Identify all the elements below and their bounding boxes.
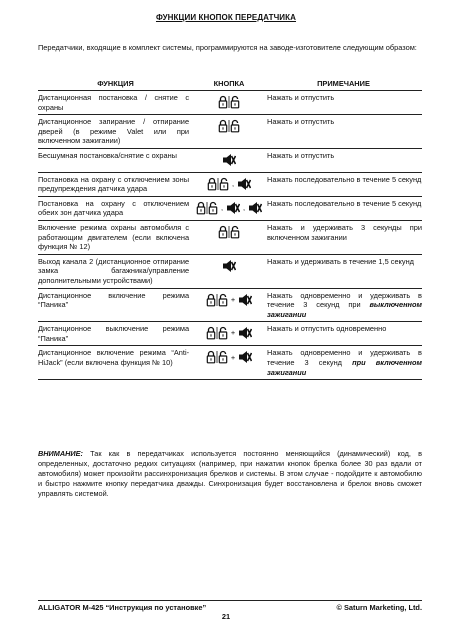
lock-unlock-button-icon <box>218 225 240 239</box>
function-cell: Выход канала 2 (дистанционное отпирание замка багажника/управление дополнительными устройствами) <box>38 254 193 288</box>
table-row <box>38 288 422 322</box>
note-cell <box>265 172 422 196</box>
intro-paragraph: Передатчики, входящие в комплект системы, программируются на заводе-изготовителе следующим образом: <box>38 43 417 52</box>
mute-button-icon <box>248 201 262 215</box>
function-cell: Дистанционное запирание / отпирание дверей (в режиме Valet или при включенном зажигании) <box>38 115 193 149</box>
function-cell: Дистанционное выключение режима “Паника” <box>38 322 193 346</box>
note-text: Нажать и удерживать 3 секунды при включенном зажигании <box>267 222 422 242</box>
button-cell <box>193 172 265 196</box>
function-cell: Дистанционное включение режима “Anti-HiJack” (если включена функция № 10) <box>38 346 193 380</box>
note-cell <box>265 115 422 149</box>
lock-unlock-button-icon <box>218 119 240 133</box>
footer-copyright: © Saturn Marketing, Ltd. <box>336 603 422 612</box>
warning-label: ВНИМАНИЕ: <box>38 449 83 458</box>
button-combination <box>206 326 252 340</box>
note-text: Нажать и отпустить <box>267 93 335 102</box>
table-body <box>38 91 422 380</box>
button-combination <box>206 293 252 307</box>
table-row <box>38 172 422 196</box>
button-combination <box>196 201 262 215</box>
lock-unlock-button-icon <box>206 326 228 340</box>
table-header-row <box>38 78 422 91</box>
note-cell <box>265 254 422 288</box>
table-row <box>38 346 422 380</box>
button-cell <box>193 91 265 115</box>
mute-button-icon <box>238 350 252 364</box>
note-cell <box>265 322 422 346</box>
warning-paragraph <box>38 449 422 499</box>
button-combination <box>207 177 251 191</box>
note-text: Нажать и отпустить <box>267 117 335 127</box>
table-row <box>38 254 422 288</box>
function-cell: Дистанционное включение режима “Паника” <box>38 288 193 322</box>
function-cell: Дистанционная постановка / снятие с охраны <box>38 91 193 115</box>
note-cell <box>265 220 422 254</box>
note-text: Нажать одновременно и удерживать в течение 3 секунд <box>267 348 422 368</box>
function-cell: Бесшумная постановка/снятие с охраны <box>38 148 193 172</box>
mute-button-icon <box>226 201 240 215</box>
button-combination <box>218 225 240 239</box>
note-text: Нажать и отпустить <box>267 150 335 160</box>
table-row <box>38 91 422 115</box>
table-row <box>38 148 422 172</box>
button-separator: + <box>230 294 236 304</box>
lock-unlock-button-icon <box>218 95 240 109</box>
mute-button-icon <box>237 177 251 191</box>
button-separator: + <box>230 352 236 362</box>
button-cell <box>193 346 265 380</box>
header-note: ПРИМЕЧАНИЕ <box>265 78 422 91</box>
table-row <box>38 196 422 220</box>
button-separator: , <box>232 178 235 188</box>
header-function: ФУНКЦИЯ <box>38 78 193 91</box>
button-cell <box>193 196 265 220</box>
lock-unlock-button-icon <box>206 350 228 364</box>
button-cell <box>193 322 265 346</box>
table-row <box>38 220 422 254</box>
warning-text: Так как в передатчиках используется постоянно меняющийся (динамический) код, в определенных, достаточно редких ситуациях (например, при нажатии кнопок брелка более 30 раз вдали от автомобиля) может произойти рассинхронизация брелков и системы. В этом случае - подойдите к автомобилю и быстро нажмите кнопку передатчика дважды. Синхронизация будет восстановлена и брелок вновь сможет управлять системой. <box>38 449 422 498</box>
button-cell <box>193 148 265 172</box>
button-cell <box>193 254 265 288</box>
note-cell <box>265 148 422 172</box>
note-text: Нажать и отпустить одновременно <box>267 324 387 334</box>
note-text: Нажать последовательно в течение 5 секунд <box>267 198 422 208</box>
mute-button-icon <box>238 326 252 340</box>
note-text: Нажать и удерживать в течение 1,5 секунд <box>267 256 414 266</box>
table-row <box>38 322 422 346</box>
button-separator: , <box>243 202 246 212</box>
note-emphasis: при включенном зажигании <box>267 358 422 377</box>
footer-product: ALLIGATOR M-425 “Инструкция по установке” <box>38 603 207 612</box>
mute-button-icon <box>238 293 252 307</box>
lock-unlock-button-icon <box>206 293 228 307</box>
button-cell <box>193 220 265 254</box>
function-cell: Постановка на охрану с отключением зоны предупреждения датчика удара <box>38 172 193 196</box>
button-separator: , <box>220 202 224 212</box>
footer-divider <box>38 600 422 601</box>
button-cell <box>193 288 265 322</box>
page-title: ФУНКЦИИ КНОПОК ПЕРЕДАТЧИКА <box>155 13 297 22</box>
button-combination <box>206 350 252 364</box>
lock-unlock-button-icon <box>207 177 229 191</box>
button-separator: + <box>230 328 236 338</box>
table-row <box>38 115 422 149</box>
page-number: 21 <box>221 612 231 621</box>
button-combination <box>218 95 240 109</box>
lock-unlock-button-icon <box>196 201 218 215</box>
function-cell: Постановка на охрану с отключением обеих зон датчика удара <box>38 196 193 220</box>
note-text: Нажать одновременно и удерживать в течение 3 секунд при <box>267 290 422 310</box>
button-combination <box>218 119 240 133</box>
button-cell <box>193 115 265 149</box>
button-functions-table <box>38 78 422 380</box>
function-cell: Включение режима охраны автомобиля с работающим двигателем (если включена функция № 12) <box>38 220 193 254</box>
header-button: КНОПКА <box>193 78 265 91</box>
button-combination <box>222 259 236 273</box>
note-emphasis: выключенном зажигании <box>267 300 422 319</box>
mute-button-icon <box>222 259 236 273</box>
note-text: Нажать последовательно в течение 5 секунд <box>267 174 422 184</box>
button-combination <box>222 153 236 167</box>
note-cell <box>265 91 422 115</box>
note-cell <box>265 196 422 220</box>
mute-button-icon <box>222 153 236 167</box>
note-cell <box>265 346 422 380</box>
note-cell <box>265 288 422 322</box>
